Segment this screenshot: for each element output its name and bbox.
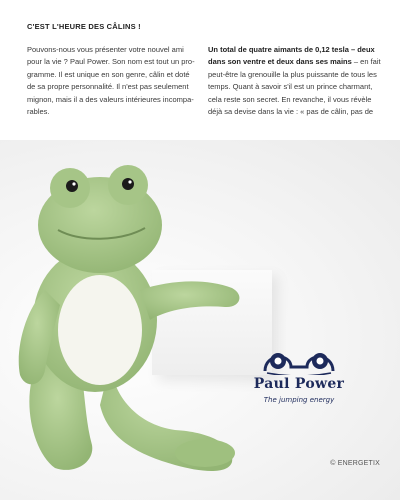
text-line: de sa propre personnalité. Il n'est pas seulement xyxy=(27,82,189,92)
frog-belly xyxy=(58,275,142,385)
text-line-bold: Un total de quatre aimants de 0,12 tesla – deux xyxy=(208,45,375,54)
frog-right-foot xyxy=(175,439,235,467)
text-line: mignon, mais il a des valeurs intérieures incompa- xyxy=(27,94,194,104)
logo-tagline: The jumping energy xyxy=(263,396,335,404)
text-line: Pouvons-nous vous présenter votre nouvel ami xyxy=(27,45,184,54)
text-line: peut-être la grenouille la plus puissante de tous les xyxy=(208,69,377,79)
logo-brand-name: Paul Power xyxy=(253,376,345,392)
frog-eyes-logo-icon xyxy=(261,343,337,375)
copyright-notice: © ENERGETIX xyxy=(330,460,380,467)
article-column-1 xyxy=(27,44,195,118)
text-line: temps. Quant à savoir s'il est un prince charmant, xyxy=(208,82,373,92)
text-line: cela reste son secret. En revanche, il vous révèle xyxy=(208,94,372,104)
frog-right-arm xyxy=(140,281,239,320)
text-line: pour la vie ? Paul Power. Son nom est tout un pro- xyxy=(27,57,195,67)
text-line: déjà sa devise dans la vie : « pas de câlin, pas de xyxy=(208,107,374,117)
text-line: gramme. Il est unique en son genre, câlin et doté xyxy=(27,69,190,79)
frog-eye-left xyxy=(66,180,78,192)
text-line-mixed: dans son ventre et deux dans ses mains – en fait xyxy=(208,57,381,67)
frog-eye-right xyxy=(122,178,134,190)
text-line: rables. xyxy=(27,107,50,117)
article-column-2 xyxy=(208,44,381,118)
plush-frog-illustration xyxy=(0,150,260,480)
article-heading: C'EST L'HEURE DES CÂLINS ! xyxy=(27,22,141,31)
text-fragment: – en fait xyxy=(351,57,381,67)
